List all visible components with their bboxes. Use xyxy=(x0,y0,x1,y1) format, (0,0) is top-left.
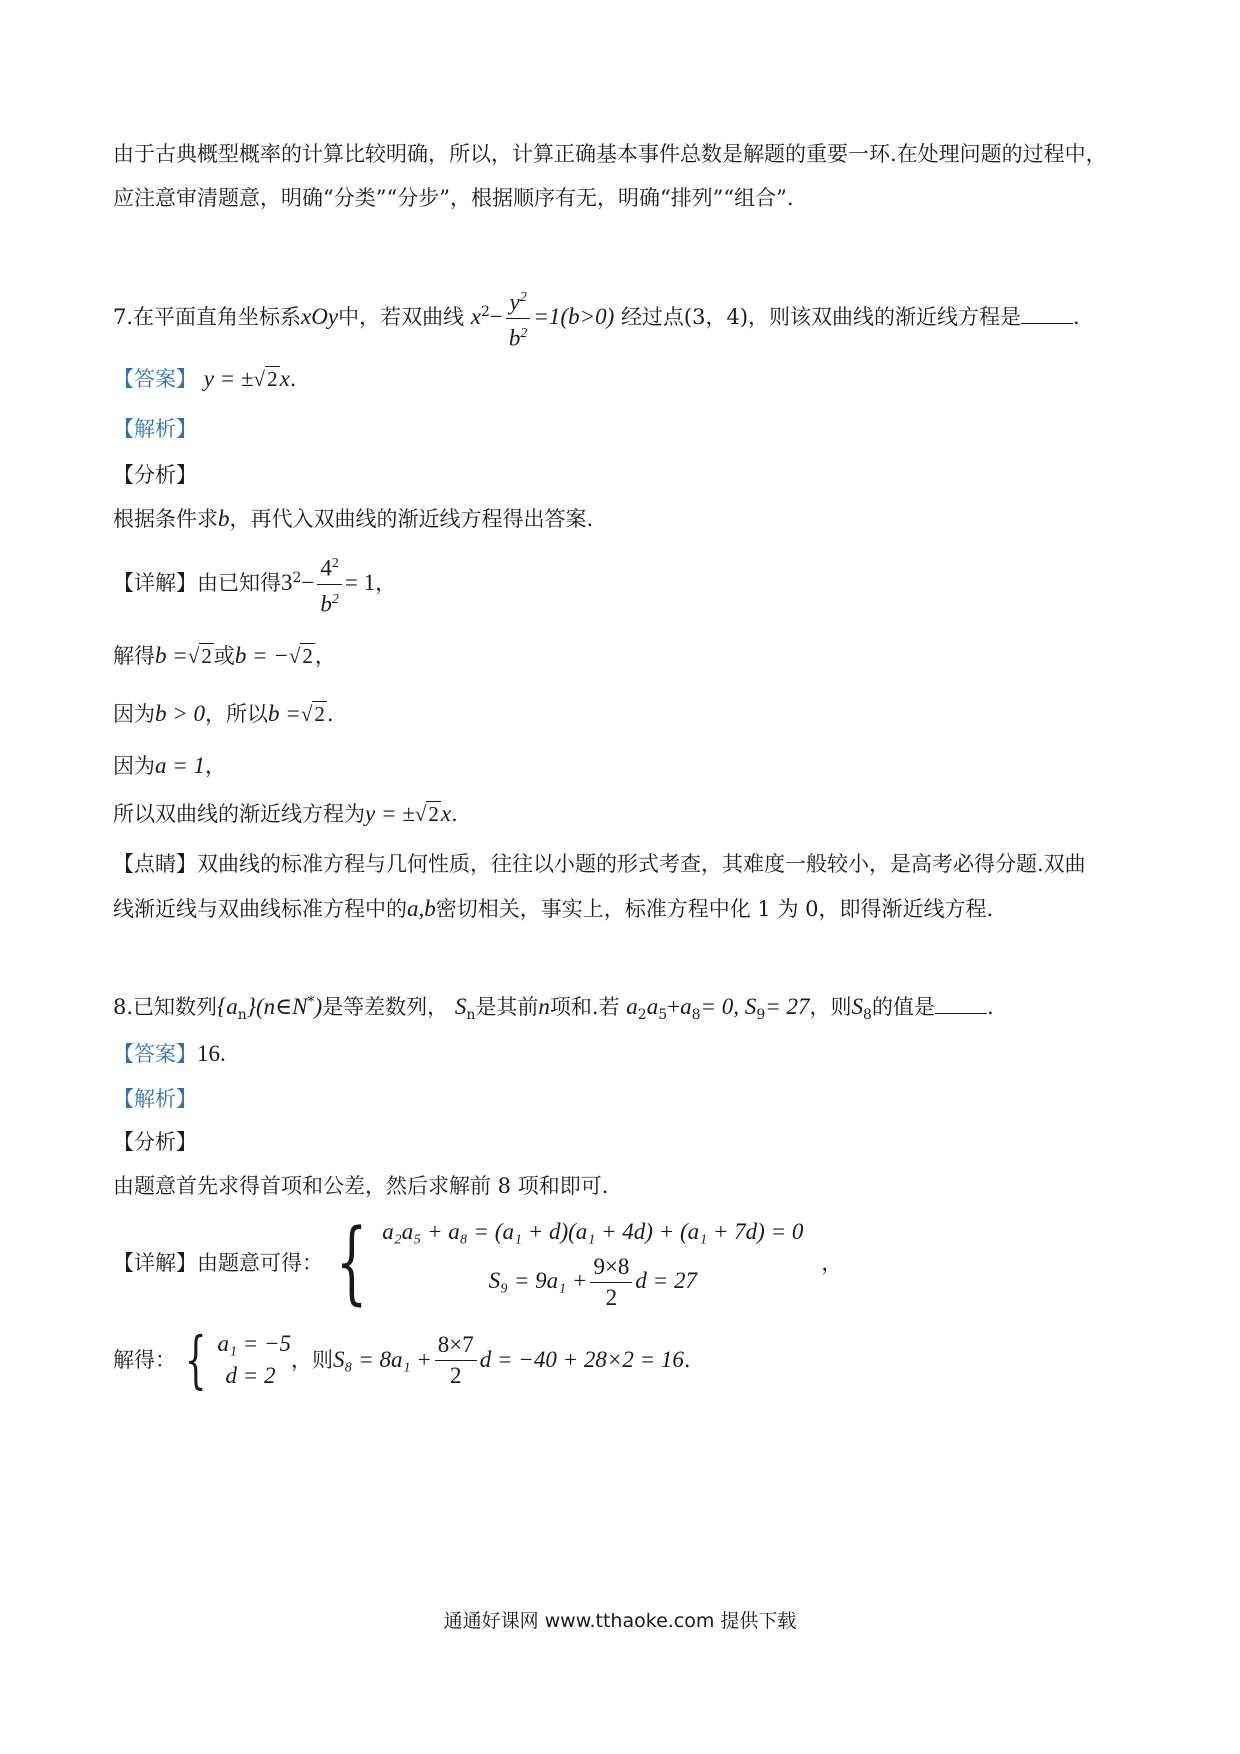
q8-detail: 【详解】 由题意可得： { a₂a₅ + a₈ = (a₁ + d)(a₁ + 4d) + (a₁ + 7d) = 0 S₉ = 9a₁ + $\frac{9\times 8}{2}$ d = 27 ， xyxy=(113,1209,843,1315)
equation-system: a₂a₅ + a₈ = (a₁ + d)(a₁ + 4d) + (a₁ + 7d) = 0 S₉ = 9a₁ + $\frac{9\times 8}{2}$ d = 27 xyxy=(382,1219,804,1310)
q8-solve: 解得： { a₁ = −5 d = 2 ，则 S₈ = 8a₁ + $\frac{8\times 7}{2}$ d = −40 + 28×2 = 16 . xyxy=(113,1323,691,1396)
q7-fenxi-tag: 【分析】 xyxy=(113,463,197,487)
left-brace: { xyxy=(335,1209,368,1315)
page-footer: 通通好课网 www.tthaoke.com 提供下载 xyxy=(443,1610,797,1632)
answer-blank xyxy=(935,993,987,1014)
sqrt-symbol: √2 xyxy=(253,367,278,391)
question-8: 8.已知数列$\{a_n\}(n\in N^*)$是等差数列， $S_n$是其前n项和.若 $a_2a_5+a_8= 0$, $S_9= 27$，则$S_8$的值是 . xyxy=(113,994,994,1024)
q8-answer: 【答案】16. xyxy=(113,1041,226,1066)
q8-analysis-tag: 【解析】 xyxy=(113,1087,197,1111)
q7-detail: 【详解】由已知得$3^2-$ $\frac{4^2}{b^2}$ = 1， xyxy=(113,548,396,620)
hyperbola-fraction: $\frac{y^2}{b^2}$ xyxy=(506,283,531,353)
left-brace: { xyxy=(184,1323,207,1396)
q7-solve: 解得b =√2或b = −√2， xyxy=(113,643,336,668)
intro-line-2: 应注意审清题意，明确“分类”“分步”，根据顺序有无，明确“排列”“组合”. xyxy=(113,186,794,210)
q7-analysis-tag: 【解析】 xyxy=(113,417,197,441)
answer-blank xyxy=(1021,303,1073,324)
q8-fenxi-text: 由题意首先求得首项和公差，然后求解前 8 项和即可. xyxy=(113,1174,609,1198)
q7-review-line-2: 线渐近线与双曲线标准方程中的a,b密切相关，事实上，标准方程中化 1 为 0，即得渐近线方程. xyxy=(113,896,994,921)
q7-a-value: 因为a = 1， xyxy=(113,753,227,778)
detail-fraction: $\frac{4^2}{b^2}$ xyxy=(317,549,342,619)
q7-review-line-1: 【点睛】双曲线的标准方程与几何性质，往往以小题的形式考查，其难度一般较小，是高考必得分题.双曲 xyxy=(113,852,1086,876)
q7-fenxi-text: 根据条件求b，再代入双曲线的渐近线方程得出答案. xyxy=(113,506,594,531)
intro-line-1: 由于古典概型概率的计算比较明确，所以，计算正确基本事件总数是解题的重要一环.在处理问题的过程中， xyxy=(113,142,1107,166)
q7-because: 因为b > 0，所以b =√2. xyxy=(113,701,334,726)
solution-system: a₁ = −5 d = 2 xyxy=(217,1331,291,1388)
question-7: 7.在平面直角坐标系xOy中，若双曲线 $x^2-$ $\frac{y^2}{b^2}$ =1(b>0) 经过点(3，4)，则该双曲线的渐近线方程是 . xyxy=(113,282,1080,354)
q7-answer: 【答案】 y = ±√2x. xyxy=(113,366,297,391)
q8-fenxi-tag: 【分析】 xyxy=(113,1130,197,1154)
q7-conclusion: 所以双曲线的渐近线方程为y = ±√2x. xyxy=(113,801,458,826)
